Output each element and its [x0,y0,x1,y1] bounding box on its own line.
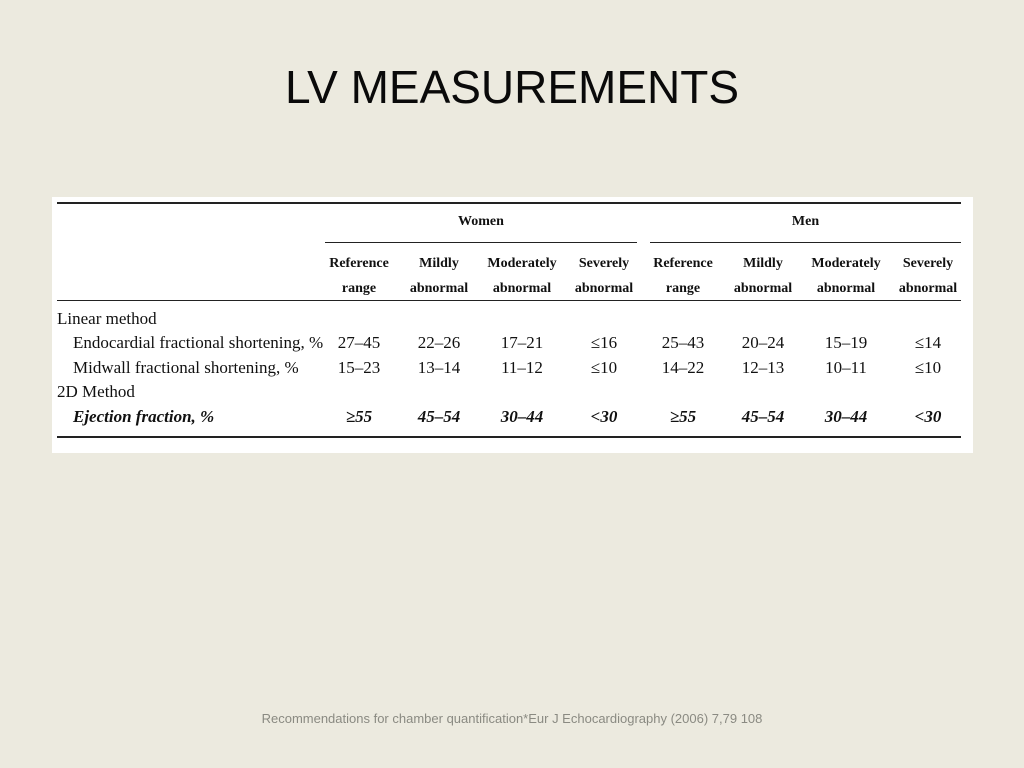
table-cell: 30–44 [824,407,868,426]
table-cell: ≤14 [914,333,942,352]
table-cell: 25–43 [661,333,705,352]
table-cell: 45–54 [741,407,785,426]
table-cell: 20–24 [741,333,785,352]
table-cell: 27–45 [337,333,381,352]
group-label-women: Women [458,214,504,229]
table-cell: 13–14 [417,358,461,377]
table-cell: ≥55 [345,407,373,426]
group-rule-men [650,242,961,243]
column-header: Reference range [653,256,713,296]
table-cell: 15–23 [337,358,381,377]
column-header: Reference range [329,256,389,296]
table-cell: ≤10 [590,358,618,377]
row-label-ejection-fraction: Ejection fraction, % [73,407,215,426]
row-label-midwall-fs: Midwall fractional shortening, % [73,358,299,377]
table-bottom-rule [57,436,961,438]
slide-title: LV MEASUREMENTS [284,61,740,113]
column-header: Severely abnormal [574,256,634,296]
table-header-rule [57,300,961,301]
table-cell: 10–11 [825,358,867,377]
column-header: Mildly abnormal [733,256,793,296]
column-header: Mildly abnormal [409,256,469,296]
group-label-men: Men [791,214,820,229]
row-label-endocardial-fs: Endocardial fractional shortening, % [73,333,324,352]
table-cell: 17–21 [500,333,544,352]
table-cell: 11–12 [501,358,543,377]
slide-footer-citation: Recommendations for chamber quantification*Eur J Echocardiography (2006) 7,79 108 [261,711,763,726]
lv-measurements-table [52,197,973,453]
table-cell: <30 [914,407,942,426]
group-rule-women [325,242,637,243]
table-cell: ≤16 [590,333,618,352]
section-label-2d-method: 2D Method [57,382,135,401]
table-cell: 12–13 [741,358,785,377]
column-header: Moderately abnormal [487,256,557,296]
table-cell: 15–19 [824,333,868,352]
table-top-rule [57,202,961,204]
table-cell: 30–44 [500,407,544,426]
column-header: Severely abnormal [898,256,958,296]
table-cell: ≤10 [914,358,942,377]
table-cell: <30 [590,407,618,426]
table-cell: 14–22 [661,358,705,377]
column-header: Moderately abnormal [811,256,881,296]
table-cell: ≥55 [669,407,697,426]
section-label-linear-method: Linear method [57,309,157,328]
table-cell: 22–26 [417,333,461,352]
table-cell: 45–54 [417,407,461,426]
